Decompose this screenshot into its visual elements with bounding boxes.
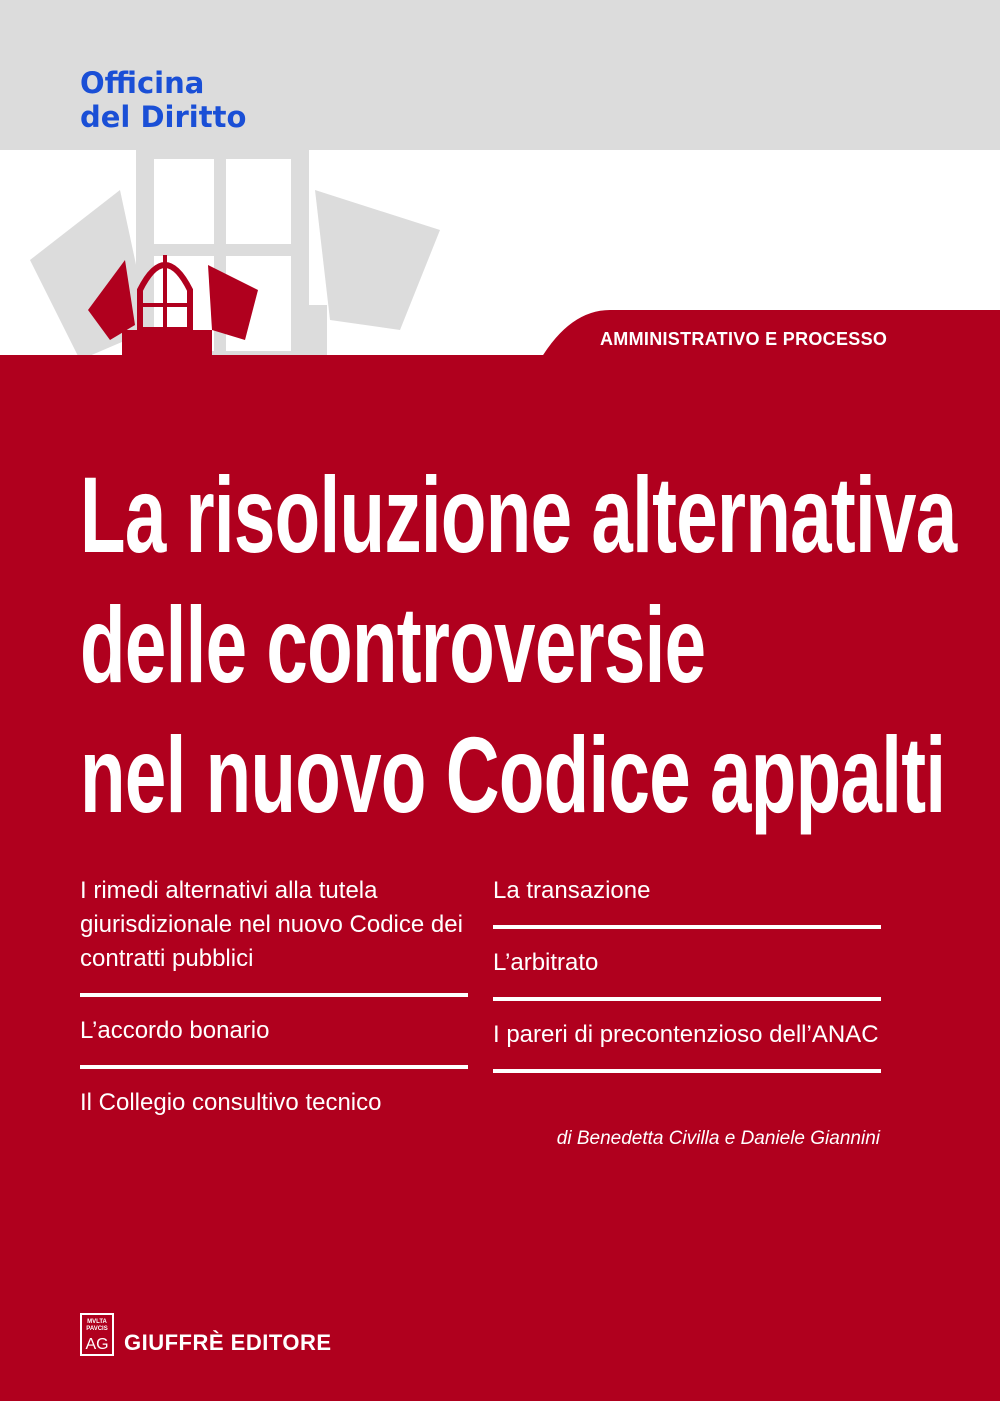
topic-item: I pareri di precontenzioso dell’ANAC xyxy=(493,1021,879,1048)
topics-right xyxy=(493,870,881,1086)
topics-left xyxy=(80,870,468,1137)
topic-item: L’accordo bonario xyxy=(80,1017,270,1044)
publisher-name: GIUFFRÈ EDITORE xyxy=(124,1330,332,1355)
publisher-logo xyxy=(80,1313,114,1356)
topic-item: La transazione xyxy=(493,877,651,904)
divider xyxy=(80,993,468,997)
authors: di Benedetta Civilla e Daniele Giannini xyxy=(556,1128,880,1149)
divider xyxy=(493,925,881,929)
topic-item: I rimedi alternativi alla tutela giurisdizionale nel nuovo Codice dei contratti pubblici xyxy=(80,877,463,972)
topic-item: L’arbitrato xyxy=(493,949,599,976)
title-line-1: La risoluzione alternativa xyxy=(80,454,957,575)
topic-item: Il Collegio consultivo tecnico xyxy=(80,1089,382,1116)
divider xyxy=(80,1065,468,1069)
title-line-2: delle controversie xyxy=(80,584,706,705)
category-label: AMMINISTRATIVO E PROCESSO xyxy=(600,329,888,349)
title-line-3: nel nuovo Codice appalti xyxy=(80,714,946,835)
series-line-1: Officina xyxy=(80,66,205,100)
book-title xyxy=(80,450,957,840)
series-line-2: del Diritto xyxy=(80,100,247,134)
logo-letters: AG xyxy=(85,1336,109,1353)
category-tab-shape xyxy=(0,0,1000,360)
divider xyxy=(493,1069,881,1073)
divider xyxy=(493,997,881,1001)
logo-motto: MVLTA PAVCIS xyxy=(86,1319,108,1332)
